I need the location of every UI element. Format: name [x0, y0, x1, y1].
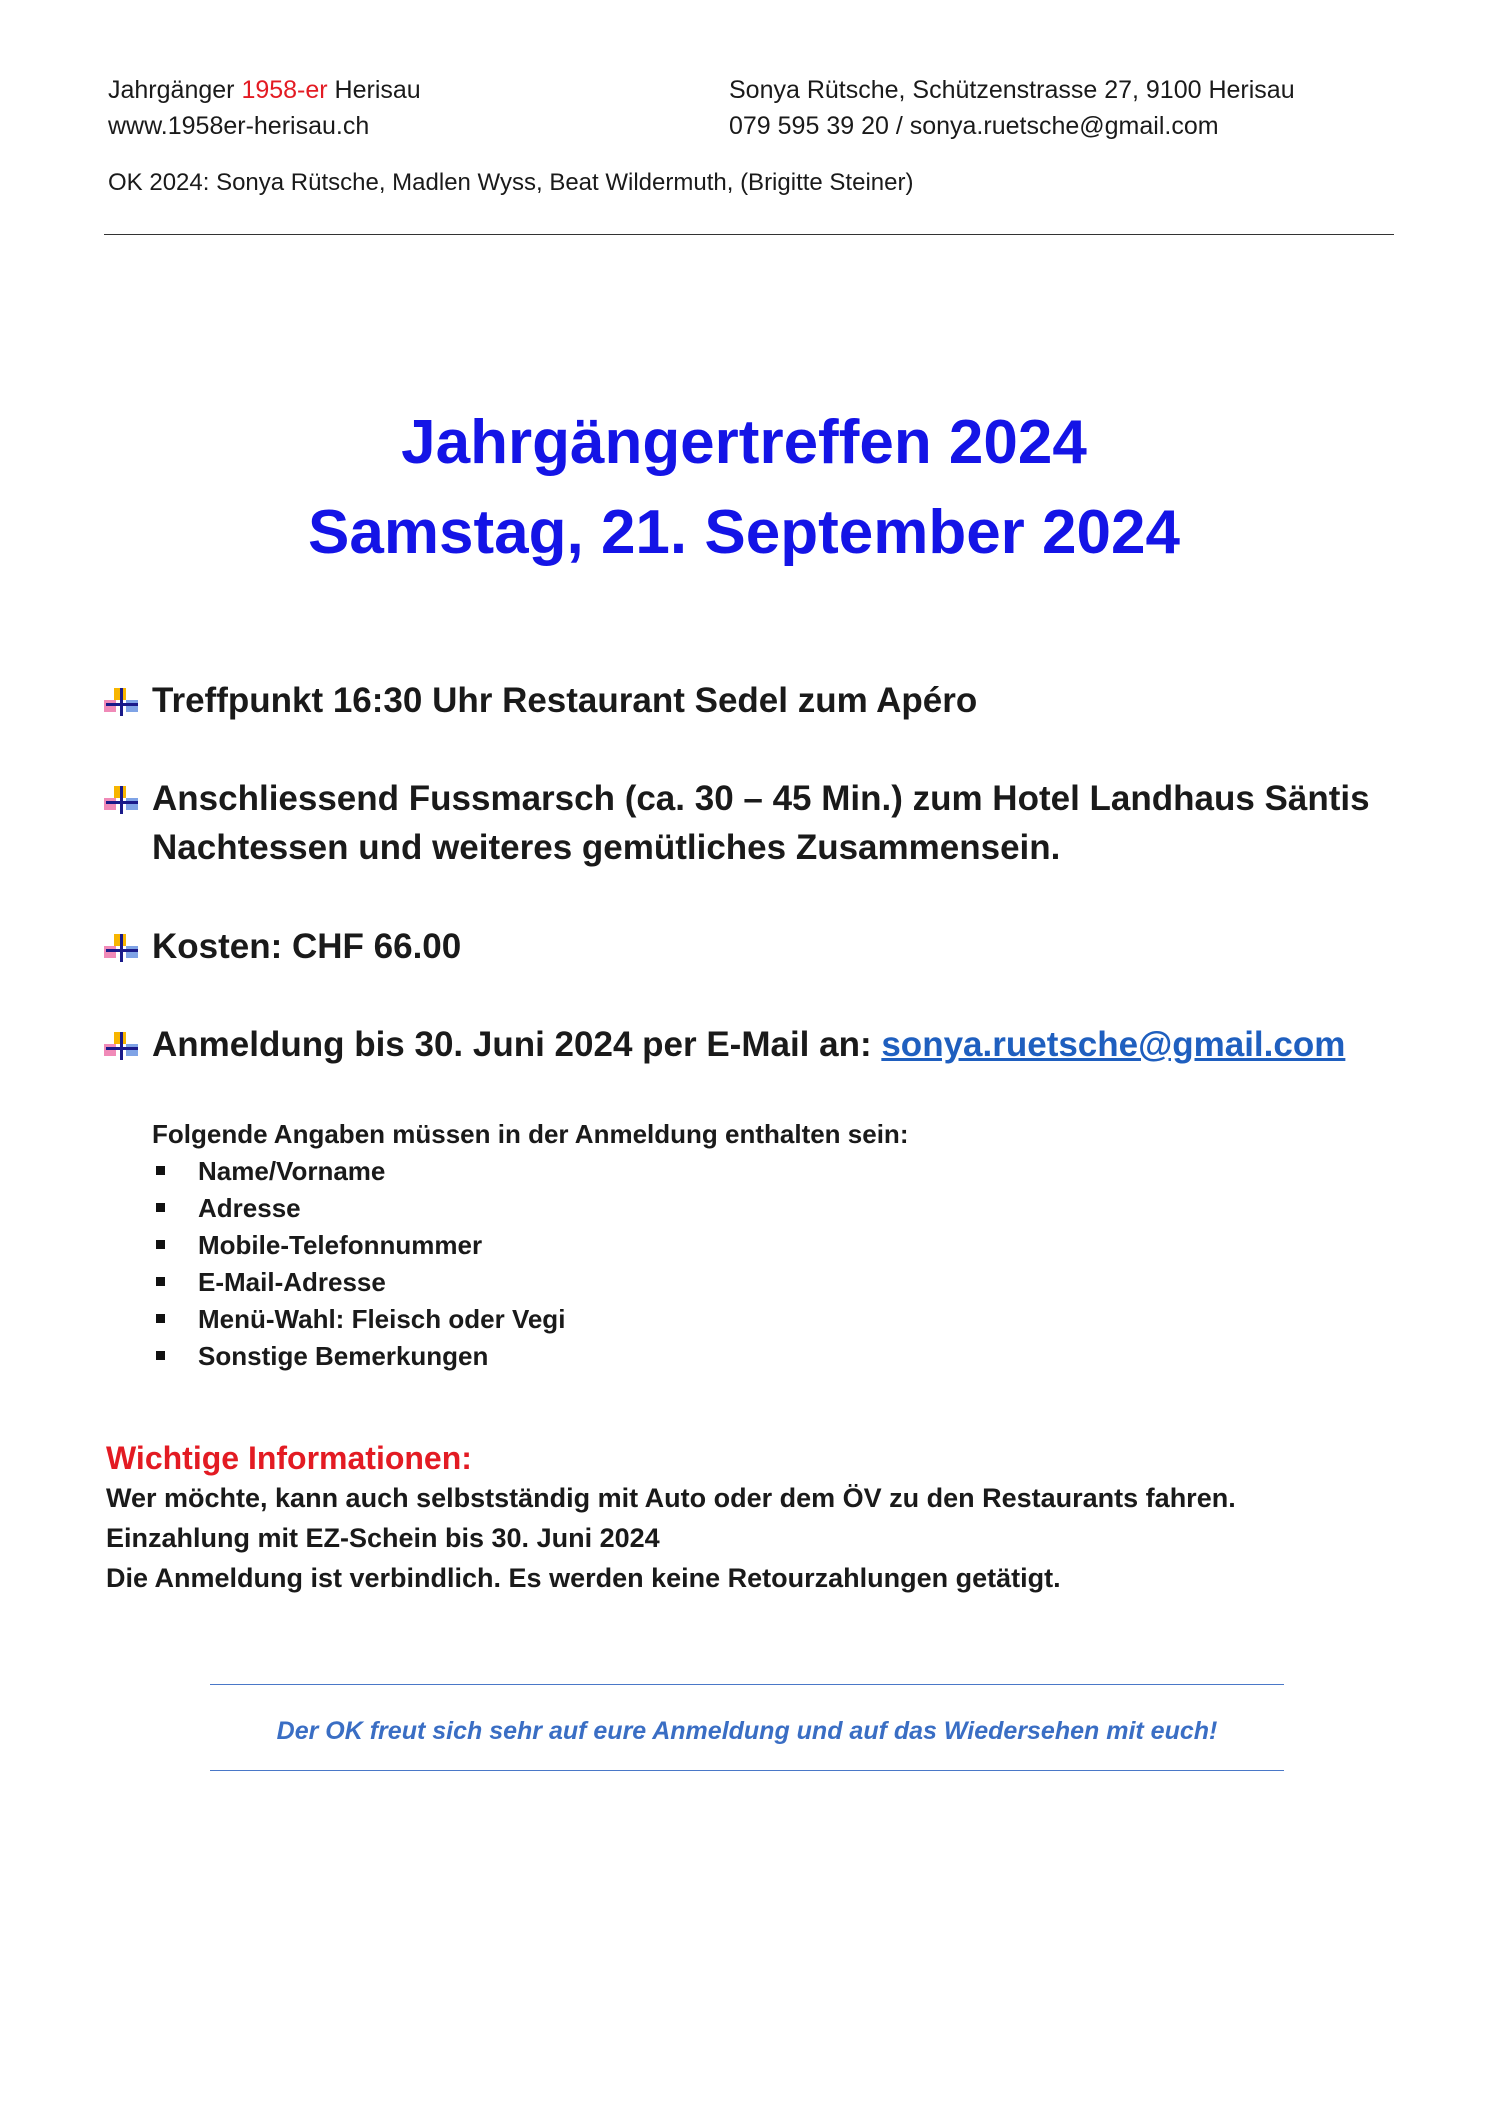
org-name-suffix: Herisau: [327, 76, 421, 104]
registration-email-link[interactable]: sonya.ruetsche@gmail.com: [881, 1025, 1346, 1064]
important-line-2: Einzahlung mit EZ-Schein bis 30. Juni 2024: [106, 1523, 660, 1553]
footer-divider-top: [210, 1684, 1284, 1685]
header-divider: [104, 234, 1394, 235]
org-name: [108, 72, 421, 109]
contact-address: Sonya Rütsche, Schützenstrasse 27, 9100 Herisau: [729, 76, 1295, 104]
event-title: Jahrgängertreffen 2024: [401, 408, 1087, 477]
footer-divider-bottom: [210, 1770, 1284, 1771]
list-item: [152, 1301, 565, 1338]
square-bullet-icon: [156, 1240, 165, 1249]
list-item: [152, 1227, 565, 1264]
square-bullet-icon: [156, 1166, 165, 1175]
org-name-prefix: Jahrgänger: [108, 76, 242, 104]
plus-square-bullet-icon: [104, 688, 140, 716]
registration-prefix: Anmeldung bis 30. Juni 2024 per E-Mail an:: [152, 1025, 882, 1064]
event-date: Samstag, 21. September 2024: [308, 498, 1180, 567]
contact-phone-email: 079 595 39 20 / sonya.ruetsche@gmail.com: [729, 112, 1219, 140]
list-item-label: Sonstige Bemerkungen: [198, 1341, 489, 1371]
committee-line: OK 2024: Sonya Rütsche, Madlen Wyss, Beat Wildermuth, (Brigitte Steiner): [108, 169, 914, 196]
plus-square-bullet-icon: [104, 934, 140, 962]
list-item: [152, 1153, 565, 1190]
list-item-label: Menü-Wahl: Fleisch oder Vegi: [198, 1304, 566, 1334]
list-item: [152, 1190, 565, 1227]
walk-text-line2: Nachtessen und weiteres gemütliches Zusammensein.: [152, 828, 1061, 867]
list-item-label: Name/Vorname: [198, 1156, 386, 1186]
plus-square-bullet-icon: [104, 1032, 140, 1060]
square-bullet-icon: [156, 1351, 165, 1360]
square-bullet-icon: [156, 1314, 165, 1323]
list-item: [152, 1264, 565, 1301]
meeting-text: Treffpunkt 16:30 Uhr Restaurant Sedel zum Apéro: [152, 681, 978, 720]
org-name-year: 1958-er: [241, 76, 328, 104]
square-bullet-icon: [156, 1203, 165, 1212]
list-item-label: E-Mail-Adresse: [198, 1267, 386, 1297]
list-item: [152, 1338, 565, 1375]
plus-square-bullet-icon: [104, 786, 140, 814]
important-line-3: Die Anmeldung ist verbindlich. Es werden keine Retourzahlungen getätigt.: [106, 1563, 1061, 1593]
footer-message: Der OK freut sich sehr auf eure Anmeldung und auf das Wiedersehen mit euch!: [276, 1717, 1218, 1745]
walk-text-line1: Anschliessend Fussmarsch (ca. 30 – 45 Min.) zum Hotel Landhaus Säntis: [152, 779, 1370, 818]
important-heading: Wichtige Informationen:: [106, 1440, 472, 1476]
website-link[interactable]: www.1958er-herisau.ch: [108, 112, 370, 140]
requirements-intro: Folgende Angaben müssen in der Anmeldung enthalten sein:: [152, 1119, 909, 1149]
list-item-label: Mobile-Telefonnummer: [198, 1230, 483, 1260]
list-item-label: Adresse: [198, 1193, 301, 1223]
cost-text: Kosten: CHF 66.00: [152, 927, 462, 966]
square-bullet-icon: [156, 1277, 165, 1286]
registration-text: [152, 1020, 1345, 1069]
important-line-1: Wer möchte, kann auch selbstständig mit Auto oder dem ÖV zu den Restaurants fahren.: [106, 1483, 1236, 1513]
important-info: [106, 1478, 1236, 1598]
requirements-list: [152, 1153, 565, 1375]
